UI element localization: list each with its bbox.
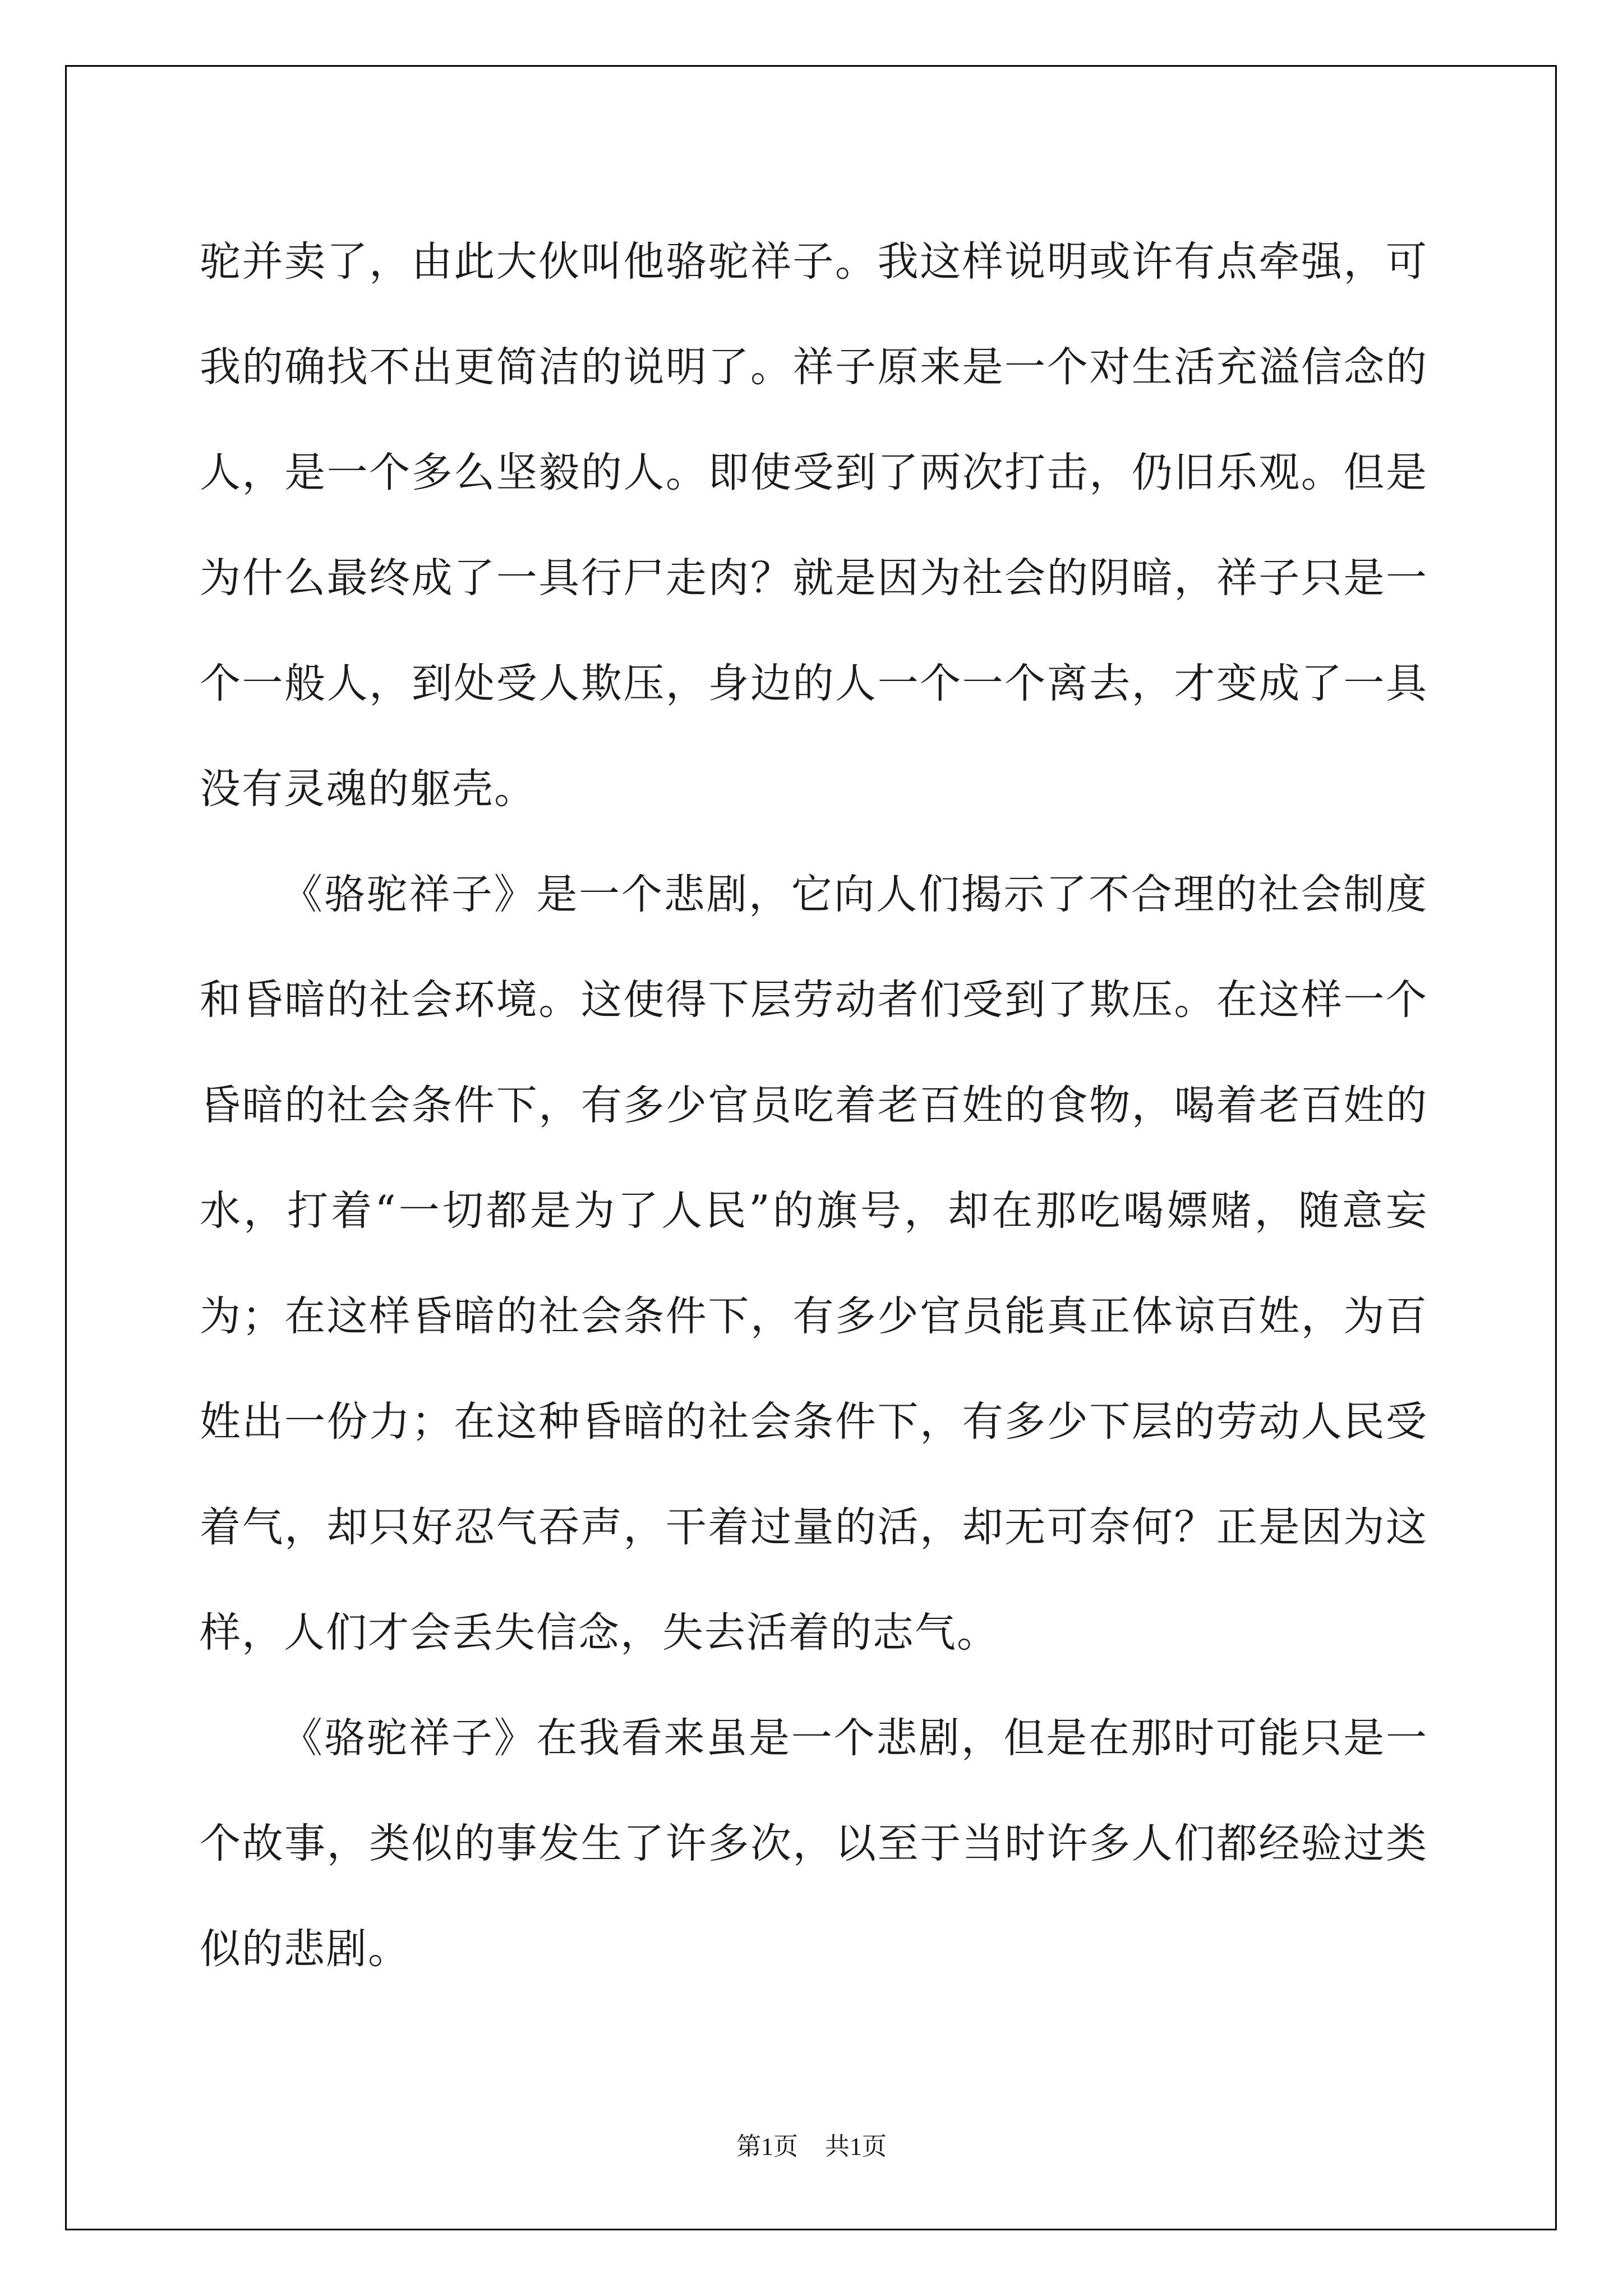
document-body (200, 209, 1428, 2002)
paragraph-2: 《骆驼祥子》是一个悲剧，它向人们揭示了不合理的社会制度和昏暗的社会环境。这使得下层劳动者们受到了欺压。在这样一个昏暗的社会条件下，有多少官员吃着老百姓的食物，喝着老百姓的水，打着“一切都是为了人民”的旗号，却在那吃喝嫖赌，随意妄为；在这样昏暗的社会条件下，有多少官员能真正体谅百姓，为百姓出一份力；在这种昏暗的社会条件下，有多少下层的劳动人民受着气，却只好忍气吞声，干着过量的活，却无可奈何？正是因为这样，人们才会丢失信念，失去活着的志气。 (200, 871, 1428, 1657)
page-number: 第1页 (736, 2133, 798, 2160)
paragraph-1: 驼并卖了，由此大伙叫他骆驼祥子。我这样说明或许有点牵强，可我的确找不出更简洁的说明了。祥子原来是一个对生活充溢信念的人，是一个多么坚毅的人。即使受到了两次打击，仍旧乐观。但是为什么最终成了一具行尸走肉？就是因为社会的阴暗，祥子只是一个一般人，到处受人欺压，身边的人一个一个离去，才变成了一具没有灵魂的躯壳。 (200, 238, 1428, 813)
page-footer (0, 2126, 1623, 2162)
paragraph-3: 《骆驼祥子》在我看来虽是一个悲剧，但是在那时可能只是一个故事，类似的事发生了许多次，以至于当时许多人们都经验过类似的悲剧。 (200, 1714, 1428, 1973)
page-total: 共1页 (825, 2133, 887, 2160)
